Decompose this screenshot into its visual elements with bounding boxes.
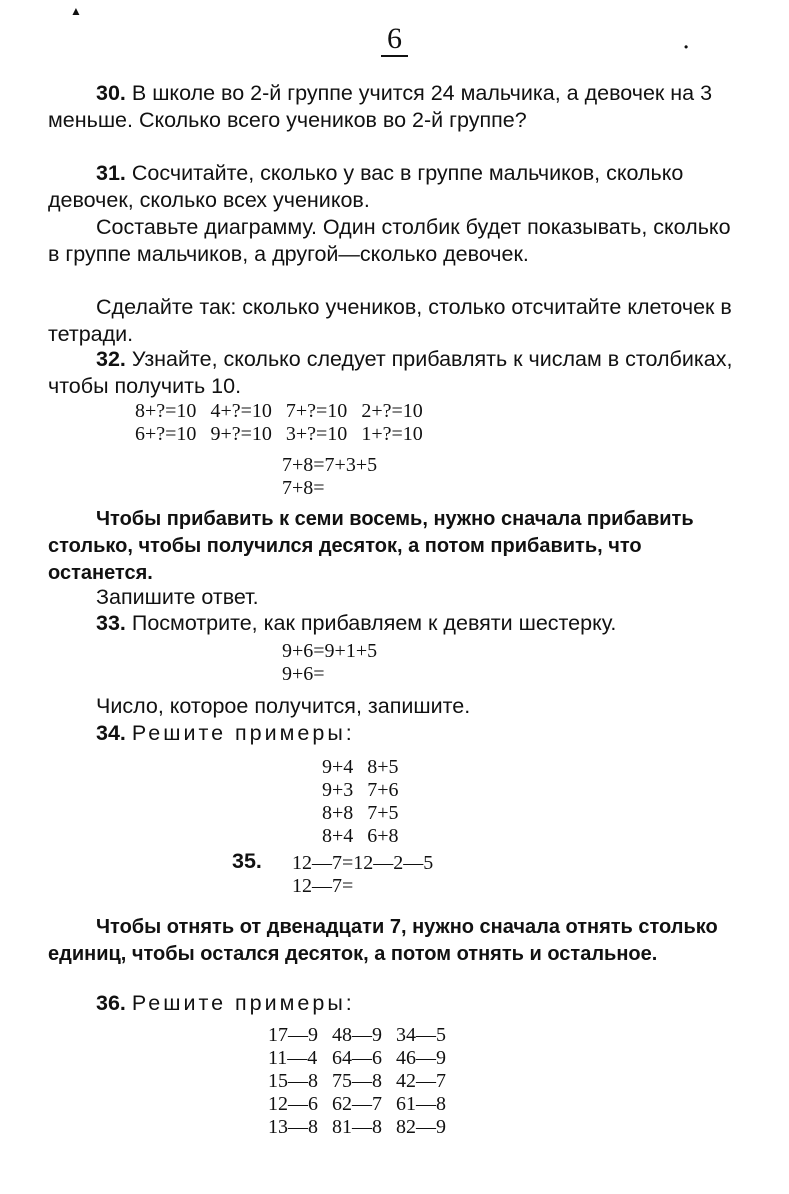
exercise-number: 32. xyxy=(96,347,126,371)
page-number: 6 xyxy=(0,22,789,56)
example: 8+4 xyxy=(322,825,354,847)
exercise-36 xyxy=(96,990,736,1017)
example: 46—9 xyxy=(396,1047,446,1069)
print-mark-dot: ▲ xyxy=(70,4,82,18)
exercise-34-table xyxy=(322,756,413,848)
exercise-36-table xyxy=(268,1024,460,1139)
exercise-text: В школе во 2-й группе учится 24 мальчика, а девочек на 3 меньше. Сколько всего учеников во 2-й группе? xyxy=(48,81,713,132)
table-row xyxy=(268,1093,460,1116)
table-row xyxy=(135,423,437,446)
equation: 7+8=7+3+5 xyxy=(282,454,378,476)
exercise-number: 31. xyxy=(96,161,126,185)
equation: 12—7= xyxy=(292,875,354,897)
example: 12—6 xyxy=(268,1093,318,1115)
exercise-text: Посмотрите, как прибавляем к девяти шестерку. xyxy=(131,611,617,635)
table-row xyxy=(268,1024,460,1047)
exercise-number: 36. xyxy=(96,991,126,1015)
exercise-text: Сосчитайте, сколько у вас в группе мальчиков, сколько девочек, сколько всех учеников. xyxy=(48,161,684,212)
example: 7+?=10 xyxy=(285,400,348,422)
example: 6+?=10 xyxy=(135,423,197,445)
equation: 9+6=9+1+5 xyxy=(282,640,378,662)
exercise-34 xyxy=(96,720,736,747)
example: 42—7 xyxy=(396,1070,446,1092)
example: 6+8 xyxy=(367,825,399,847)
table-row xyxy=(322,779,413,802)
exercise-32-table xyxy=(135,400,437,446)
example: 4+?=10 xyxy=(210,400,272,422)
exercise-number: 30. xyxy=(96,81,126,105)
example: 2+?=10 xyxy=(361,400,423,422)
exercise-number: 34. xyxy=(96,721,126,745)
table-row xyxy=(268,1070,460,1093)
table-row xyxy=(322,825,413,848)
example: 8+5 xyxy=(367,756,399,778)
example: 8+8 xyxy=(322,802,354,824)
example: 64—6 xyxy=(332,1047,382,1069)
table-row xyxy=(322,756,413,779)
exercise-32 xyxy=(48,346,738,399)
example: 13—8 xyxy=(268,1116,318,1138)
example: 9+?=10 xyxy=(210,423,272,445)
exercise-31-diagram: Составьте диаграмму. Один столбик будет показывать, сколько в группе мальчиков, а другой—сколько девочек. xyxy=(48,215,731,266)
table-row xyxy=(268,1116,460,1139)
example: 3+?=10 xyxy=(285,423,348,445)
example: 81—8 xyxy=(332,1116,382,1138)
example: 9+3 xyxy=(322,779,354,801)
exercise-text: Решите примеры: xyxy=(131,991,355,1015)
example: 62—7 xyxy=(332,1093,382,1115)
example: 15—8 xyxy=(268,1070,318,1092)
equation: 9+6= xyxy=(282,663,325,685)
table-row xyxy=(135,400,437,423)
example: 9+4 xyxy=(322,756,354,778)
example: 34—5 xyxy=(396,1024,446,1046)
equation: 7+8= xyxy=(282,477,325,499)
print-mark-dot: • xyxy=(684,40,689,54)
write-answer: Запишите ответ. xyxy=(96,585,259,609)
exercise-33-write: Число, которое получится, запишите. xyxy=(96,694,471,718)
example: 48—9 xyxy=(332,1024,382,1046)
example: 11—4 xyxy=(268,1047,318,1069)
exercise-text: Решите примеры: xyxy=(131,721,355,745)
table-row xyxy=(268,1047,460,1070)
exercise-33-demo xyxy=(282,640,377,686)
example: 1+?=10 xyxy=(361,423,423,445)
example: 75—8 xyxy=(332,1070,382,1092)
exercise-text: Узнайте, сколько следует прибавлять к числам в столбиках, чтобы получить 10. xyxy=(48,347,733,398)
exercise-33 xyxy=(48,610,738,637)
example: 82—9 xyxy=(396,1116,446,1138)
exercise-31-cells: Сделайте так: сколько учеников, столько отсчитайте клеточек в тетради. xyxy=(48,295,732,346)
example: 7+6 xyxy=(367,779,399,801)
example: 61—8 xyxy=(396,1093,446,1115)
exercise-number: 33. xyxy=(96,611,126,635)
exercise-32-demo xyxy=(282,454,377,500)
exercise-35-number: 35. xyxy=(232,849,262,873)
exercise-35-demo xyxy=(292,852,433,898)
table-row xyxy=(322,802,413,825)
example: 17—9 xyxy=(268,1024,318,1046)
example: 8+?=10 xyxy=(135,400,197,422)
exercise-30 xyxy=(48,80,738,133)
rule-subtraction: Чтобы отнять от двенадцати 7, нужно сначала отнять столько единиц, чтобы остался десяток, а потом отнять и остальное. xyxy=(48,916,718,965)
equation: 12—7=12—2—5 xyxy=(292,852,434,874)
example: 7+5 xyxy=(367,802,399,824)
exercise-31 xyxy=(48,160,738,213)
rule-addition: Чтобы прибавить к семи восемь, нужно сначала прибавить столько, чтобы получился десяток, а потом прибавить, что останется. xyxy=(48,508,694,584)
